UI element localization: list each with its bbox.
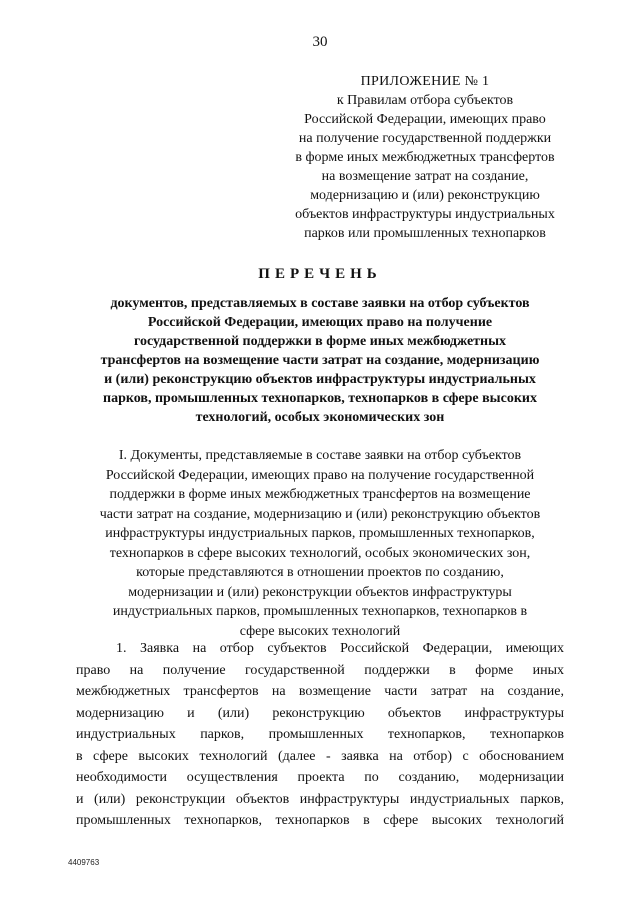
appendix-line: объектов инфраструктуры индустриальных <box>295 207 555 222</box>
paragraph-line: 1. Заявка на отбор субъектов Российской Федерации, имеющих <box>116 641 564 656</box>
paragraph-line: межбюджетных трансфертов на возмещение части затрат на создание, <box>76 684 564 699</box>
appendix-line: на возмещение затрат на создание, <box>321 169 529 184</box>
document-heading: ПЕРЕЧЕНЬ <box>258 266 382 282</box>
document-code: 4409763 <box>68 858 100 867</box>
section-heading-line: Российской Федерации, имеющих право на получение государственной <box>105 467 535 483</box>
paragraph-line: и (или) реконструкции объектов инфраструктуры индустриальных парков, <box>76 791 564 807</box>
appendix-block <box>235 72 615 243</box>
subtitle-line: документов, представляемых в составе заявки на отбор субъектов <box>110 296 530 311</box>
appendix-line: на получение государственной поддержки <box>298 131 552 146</box>
appendix-line: к Правилам отбора субъектов <box>336 93 514 108</box>
appendix-line: Российской Федерации, имеющих право <box>304 112 546 127</box>
subtitle-line: технологий, особых экономических зон <box>195 410 445 425</box>
section-1-heading <box>70 446 570 641</box>
appendix-line: модернизацию и (или) реконструкцию <box>310 188 540 203</box>
paragraph-line: промышленных технопарков, технопарков в сфере высоких технологий <box>76 813 564 828</box>
section-heading-line: инфраструктуры индустриальных парков, промышленных технопарков, <box>105 526 535 541</box>
paragraph-1 <box>76 638 564 832</box>
appendix-line: в форме иных межбюджетных трансфертов <box>295 150 555 165</box>
subtitle-line: и (или) реконструкцию объектов инфраструктуры индустриальных <box>104 372 536 387</box>
document-subtitle <box>70 294 570 427</box>
paragraph-line: необходимости осуществления проекта по созданию, модернизации <box>76 770 564 785</box>
section-heading-line: модернизации и (или) реконструкции объектов инфраструктуры <box>128 584 512 600</box>
section-heading-line: I. Документы, представляемые в составе заявки на отбор субъектов <box>118 448 522 463</box>
appendix-line: парков или промышленных технопарков <box>304 226 546 241</box>
section-heading-line: части затрат на создание, модернизацию и (или) реконструкцию объектов <box>99 506 541 522</box>
paragraph-line: в сфере высоких технологий (далее - заявка на отбор) с обоснованием <box>76 748 564 764</box>
section-heading-line: которые представляются в отношении проектов по созданию, <box>136 565 504 580</box>
paragraph-line: право на получение государственной поддержки в форме иных <box>76 662 564 678</box>
paragraph-line: модернизацию и (или) реконструкцию объектов инфраструктуры <box>76 705 564 721</box>
subtitle-line: государственной поддержки в форме иных межбюджетных <box>133 334 507 349</box>
section-heading-line: индустриальных парков, промышленных технопарков, технопарков в <box>112 604 528 619</box>
section-heading-line: технопарков в сфере высоких технологий, особых экономических зон, <box>109 545 531 561</box>
subtitle-line: Российской Федерации, имеющих право на получение <box>147 315 493 330</box>
subtitle-line: трансфертов на возмещение части затрат на создание, модернизацию <box>100 353 540 368</box>
page-number: 30 <box>312 34 328 50</box>
section-heading-line: сфере высоких технологий <box>239 623 401 639</box>
paragraph-line: индустриальных парков, промышленных технопарков, технопарков <box>76 727 564 742</box>
section-heading-line: поддержки в форме иных межбюджетных трансфертов на возмещение <box>109 487 531 502</box>
subtitle-line: парков, промышленных технопарков, технопарков в сфере высоких <box>103 391 537 406</box>
appendix-title: ПРИЛОЖЕНИЕ № 1 <box>360 74 490 89</box>
